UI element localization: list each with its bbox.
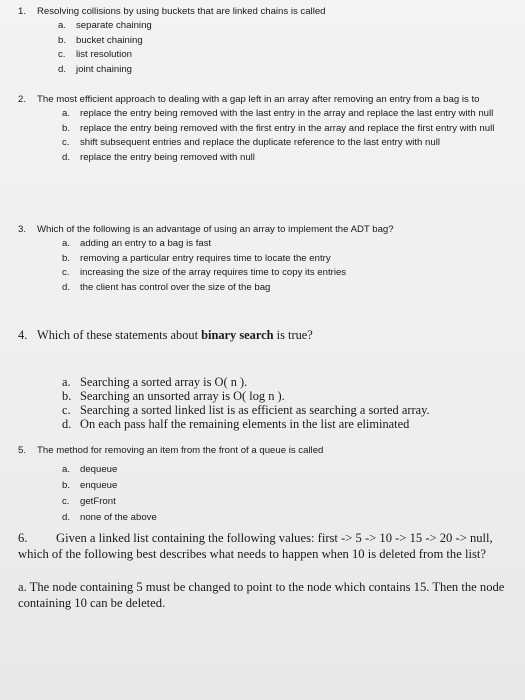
question-number: 3. xyxy=(18,224,27,235)
option-b: b. enqueue xyxy=(62,480,118,491)
option-a: a. adding an entry to a bag is fast xyxy=(62,238,212,249)
option-c: c. shift subsequent entries and replace the duplicate reference to the last entry with null xyxy=(62,137,440,149)
option-a: a. replace the entry being removed with the last entry in the array and replace the last entry with null xyxy=(62,108,494,119)
option-d: d. joint chaining xyxy=(58,63,133,75)
question-number: 4. xyxy=(18,328,28,342)
question-text: Which of these statements about binary search is true? xyxy=(37,328,313,342)
option-c: c. increasing the size of the array requires time to copy its entries xyxy=(62,267,347,279)
question-3 xyxy=(18,222,511,295)
option-b: b. removing a particular entry requires time to locate the entry xyxy=(62,252,331,264)
option-b: b. Searching an unsorted array is O( log n ). xyxy=(62,389,285,403)
question-number: 6. xyxy=(18,531,28,545)
option-b: b. bucket chaining xyxy=(58,34,143,46)
question-text: Resolving collisions by using buckets that are linked chains is called xyxy=(37,6,326,17)
question-number: 5. xyxy=(18,445,27,456)
question-4 xyxy=(18,327,511,431)
answer-text: a. The node containing 5 must be changed to point to the node which contains 15. Then the node containing 10 can be deleted. xyxy=(18,580,505,610)
question-1 xyxy=(18,4,511,77)
question-text: Which of the following is an advantage of using an array to implement the ADT bag? xyxy=(37,224,394,235)
question-number: 2. xyxy=(18,94,27,105)
question-text: The most efficient approach to dealing with a gap left in an array after removing an entry from a bag is to xyxy=(37,94,480,105)
option-a: a. dequeue xyxy=(62,464,118,475)
option-d: d. On each pass half the remaining elements in the list are eliminated xyxy=(62,417,410,431)
option-d: d. replace the entry being removed with null xyxy=(62,151,255,163)
question-5 xyxy=(18,443,511,526)
option-c: c. getFront xyxy=(62,496,116,507)
option-b: b. replace the entry being removed with the first entry in the array and replace the first entry with null xyxy=(62,122,495,134)
option-a: a. Searching a sorted array is O( n ). xyxy=(62,375,248,389)
question-text: 6. Given a linked list containing the following values: first -> 5 -> 10 -> 15 -> 20 -> null, which of the following best describes what needs to happen when 10 is deleted from the list? xyxy=(18,531,493,561)
question-2 xyxy=(18,92,511,165)
option-c: c. Searching a sorted linked list is as efficient as searching a sorted array. xyxy=(62,403,430,417)
keyword-binary-search: binary search xyxy=(201,328,274,342)
option-c: c. list resolution xyxy=(58,49,132,61)
question-text: The method for removing an item from the front of a queue is called xyxy=(37,445,324,456)
question-number: 1. xyxy=(18,6,27,17)
option-a: a. separate chaining xyxy=(58,20,152,31)
option-d: d. the client has control over the size of the bag xyxy=(62,281,271,293)
option-d: d. none of the above xyxy=(62,512,157,523)
question-6 xyxy=(18,531,511,611)
